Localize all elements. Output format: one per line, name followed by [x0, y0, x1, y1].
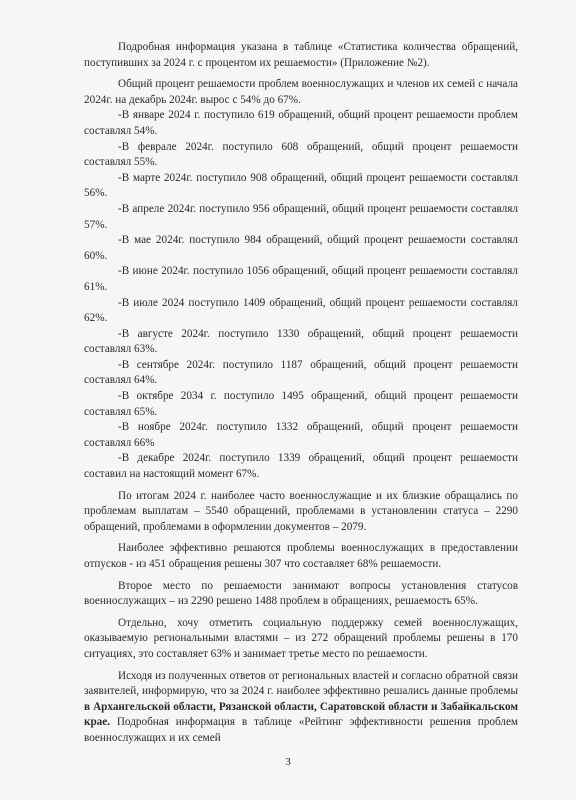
paragraph-overall-rate: Общий процент решаемости проблем военнослужащих и членов их семей с начала 2024г. на декабрь 2024г. вырос с 54% до 67%.: [84, 78, 518, 106]
month-item-november: -В ноябре 2024г. поступило 1332 обращений, общий процент решаемости составлял 66%: [84, 421, 518, 449]
monthly-list: [84, 108, 518, 482]
paragraph-second-place: Второе место по решаемости занимают вопросы установления статусов военнослужащих – из 2290 решено 1488 проблем в обращениях, решаемость 65%.: [84, 579, 518, 608]
month-item-february: -В феврале 2024г. поступило 608 обращений, общий процент решаемости составлял 55%.: [84, 140, 518, 169]
paragraph-social-support: Отдельно, хочу отметить социальную поддержку семей военнослужащих, оказываемую региональными властями – из 272 обращений проблемы решены в 170 ситуациях, это составляет 63% и занимает третье место по решаемости.: [84, 616, 518, 660]
regions-text-start: Исходя из полученных ответов от региональных властей и согласно обратной связи заявителей, информирую, что за 2024 г. наиболее эффективно решались данные проблемы: [84, 669, 518, 698]
paragraph-most-effective: Наиболее эффективно решаются проблемы военнослужащих в предоставлении отпусков - из 451 обращения решены 307 что составляет 68% решаемости.: [84, 542, 518, 570]
regions-bold: в Архангельской области, Рязанской области, Саратовской области и Забайкальском крае.: [84, 700, 518, 729]
month-item-june: -В июне 2024г. поступило 1056 обращений, общий процент решаемости составлял 61%.: [84, 265, 518, 293]
month-item-may: -В мае 2024г. поступило 984 обращений, общий процент решаемости составлял 60%.: [84, 234, 518, 262]
month-item-september: -В сентябре 2024г. поступило 1187 обращений, общий процент решаемости составлял 64%.: [84, 358, 518, 387]
month-item-december: -В декабре 2024г. поступило 1339 обращений, общий процент решаемости составил на настоящий момент 67%.: [84, 452, 518, 481]
page-number: 3: [285, 756, 291, 768]
paragraph-frequent-issues: По итогам 2024 г. наиболее часто военнослужащие и их близкие обращались по проблемам выплатам – 5540 обращений, проблемами в установлении статуса – 2290 обращений, проблемами в оформлении документов – 2079.: [84, 489, 518, 533]
month-item-march: -В марте 2024г. поступило 908 обращений, общий процент решаемости составлял 56%.: [84, 171, 518, 200]
month-item-april: -В апреле 2024г. поступило 956 обращений, общий процент решаемости составлял 57%.: [84, 202, 518, 231]
regions-text-end: Подробная информация в таблице «Рейтинг эффективности решения проблем военнослужащих и их семей: [84, 716, 518, 744]
paragraph-regions: [84, 669, 518, 747]
month-item-august: -В августе 2024г. поступило 1330 обращений, общий процент решаемости составлял 63%.: [84, 327, 518, 356]
month-item-october: -В октябре 2034 г. поступило 1495 обращений, общий процент решаемости составлял 65%.: [84, 390, 518, 418]
paragraph-table-reference: Подробная информация указана в таблице «Статистика количества обращений, поступивших за 2024 г. с процентом их решаемости» (Приложение №2).: [84, 41, 518, 69]
month-item-july: -В июле 2024 поступило 1409 обращений, общий процент решаемости составлял 62%.: [84, 296, 518, 325]
month-item-january: -В январе 2024 г. поступило 619 обращений, общий процент решаемости проблем составлял 54%.: [84, 109, 518, 137]
